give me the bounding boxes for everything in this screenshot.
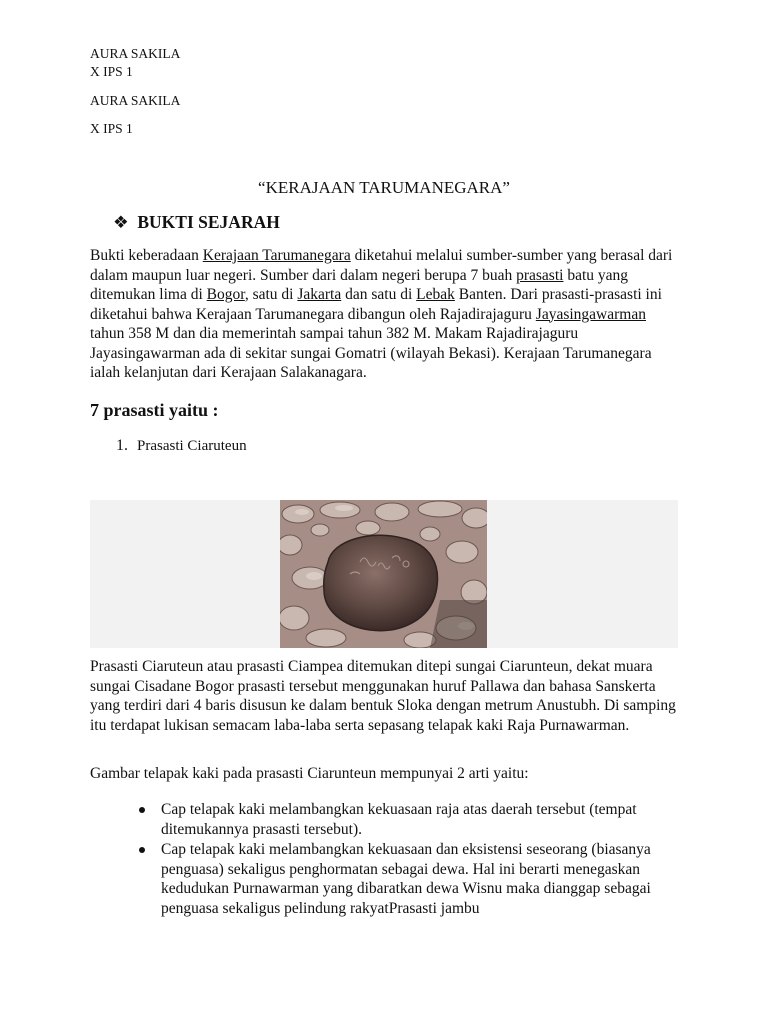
section-heading-text: BUKTI SEJARAH <box>137 212 280 232</box>
link-jayasingawarman[interactable]: Jayasingawarman <box>535 305 646 323</box>
bullet-list <box>136 800 682 919</box>
list-item-text: Cap telapak kaki melambangkan kekuasaan raja atas daerah tersebut (tempat ditemukannya prasasti tersebut). <box>161 801 637 838</box>
paragraph-bukti-sejarah <box>90 246 682 383</box>
paragraph-text: Bukti keberadaan <box>90 247 203 264</box>
bullet-dot-icon <box>139 807 145 813</box>
prasasti-ciaruteun-photo <box>280 500 487 648</box>
numbered-list-item <box>116 437 247 455</box>
list-item <box>136 800 682 839</box>
link-lebak[interactable]: Lebak <box>416 286 455 303</box>
paragraph-ciaruteun: Prasasti Ciaruteun atau prasasti Ciampea ditemukan ditepi sungai Ciarunteun, dekat muara sungai Cisadane Bogor prasasti tersebut menggunakan huruf Pallawa dan bahasa Sanskerta yang terdiri dari 4 baris disusun ke dalam bentuk Sloka dengan metrum Anustubh. Di samping itu terdapat lukisan semacam laba-laba serta sepasang telapak kaki Raja Purnawarman. <box>90 658 676 734</box>
link-prasasti[interactable]: prasasti <box>516 266 564 284</box>
list-item <box>136 840 682 918</box>
paragraph-telapak-kaki: Gambar telapak kaki pada prasasti Ciarunteun mempunyai 2 arti yaitu: <box>90 765 529 782</box>
diamond-bullet-icon: ❖ <box>113 212 129 232</box>
list-item-text: Prasasti Ciaruteun <box>137 438 247 454</box>
paragraph-text: tahun 358 M dan dia memerintah sampai tahun 382 M. Makam Rajadirajaguru Jayasingawarman ada di sekitar sungai Gomatri (wilayah Bekasi). Kerajaan Tarumanegara ialah kelanjutan dari Kerajaan Salakanagara. <box>90 325 652 381</box>
author-class: X IPS 1 <box>90 64 133 79</box>
author-name-repeat: AURA SAKILA <box>90 93 181 108</box>
paragraph-text: batu yang ditemukan lima di <box>90 266 629 303</box>
paragraph-text: Banten. Dari prasasti-prasasti ini diketahui bahwa Kerajaan Tarumanegara dibangun oleh Rajadirajaguru <box>90 286 662 323</box>
link-bogor[interactable]: Bogor <box>206 286 245 303</box>
link-kerajaan-tarumanegara[interactable]: Kerajaan Tarumanegara <box>202 247 351 264</box>
subheading-prasasti: 7 prasasti yaitu : <box>90 400 219 420</box>
list-number: 1. <box>116 437 128 454</box>
section-heading <box>113 212 280 233</box>
author-name: AURA SAKILA <box>90 46 181 61</box>
paragraph-text: dan satu di <box>341 286 417 303</box>
paragraph-text: , satu di <box>244 286 298 303</box>
paragraph-text: diketahui melalui sumber-sumber yang berasal dari dalam maupun luar negeri. Sumber dari dalam negeri berupa 7 buah <box>90 247 673 284</box>
author-class-repeat: X IPS 1 <box>90 121 133 136</box>
document-title: “KERAJAAN TARUMANEGARA” <box>258 178 510 197</box>
bullet-dot-icon <box>139 847 145 853</box>
link-jakarta[interactable]: Jakarta <box>297 286 342 303</box>
list-item-text: Cap telapak kaki melambangkan kekuasaan dan eksistensi seseorang (biasanya penguasa) sekaligus penghormatan sebagai dewa. Hal ini berarti menegaskan kedudukan Purnawarman yang dibaratkan dewa Wisnu maka dianggap sebagai penguasa sekaligus pelindung rakyatPrasasti jambu <box>161 841 651 917</box>
